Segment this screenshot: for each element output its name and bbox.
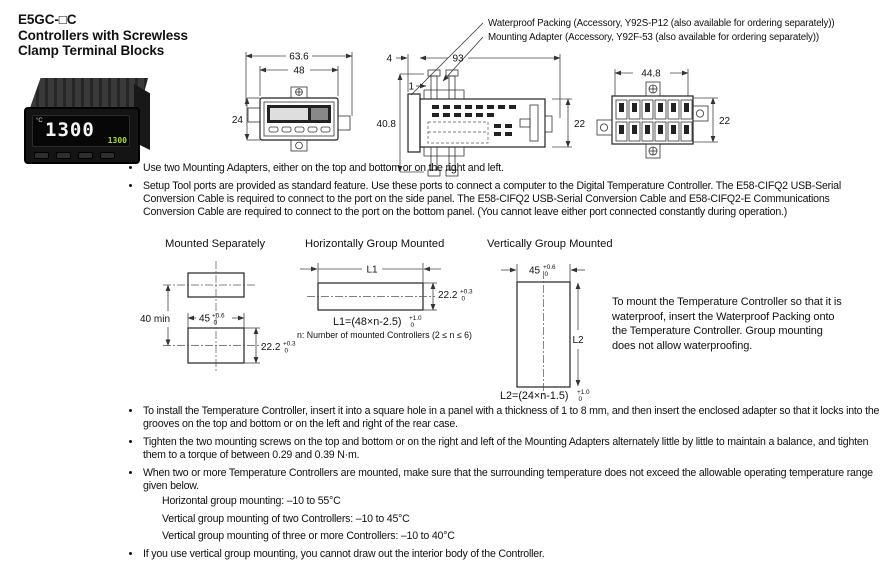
display-main-value: 1300 (45, 119, 95, 141)
waterproof-mounting-note: To mount the Temperature Controller so that it is waterproof, insert the Waterproof Packing onto the Temperature Controller. Group mounting does not allow waterproofing. (612, 296, 842, 352)
dim-separate-height-tol-lower: 0 (284, 347, 289, 355)
dim-front-height: 24 (231, 115, 243, 126)
dim-side-body-height: 22 (574, 119, 586, 130)
display-unit-label: °C (36, 118, 43, 124)
temp-limit-vertical-three: Vertical group mounting of three or more Controllers: –10 to 40°C (162, 530, 455, 542)
rear-view-drawing (597, 69, 731, 159)
vertical-group-diagram (487, 238, 613, 403)
dim-rear-height: 22 (719, 116, 731, 127)
mounting-notes-top (133, 162, 881, 224)
callout-mounting-adapter: Mounting Adapter (Accessory, Y92F-53 (also available for ordering separately)) (488, 32, 819, 43)
dim-separate-width-tol-lower: 0 (213, 319, 218, 327)
note-vertical-interior-body: • If you use vertical group mounting, you cannot draw out the interior body of the Controller. (142, 548, 883, 561)
horizontal-formula-tol-lower: 0 (410, 322, 415, 329)
dim-side-height: 40.8 (376, 119, 396, 130)
note-setup-tool-ports: • Setup Tool ports are provided as standard feature. Use these ports to connect a computer to the Digital Temperature Controller. The E58-CIFQ2 USB-Serial Conversion Cable is required to connect to the port on the side panel. The E58-CIFQ2 USB-Serial Conversion Cable and E58-CIFQ2-E Communications Conversion Cable are required to connect to the port on the bottom panel. (You cannot leave either port connected constantly during operation.) (142, 180, 881, 219)
dim-vertical-length: L2 (572, 335, 584, 346)
controller-display (32, 115, 130, 147)
controller-buttons (34, 152, 115, 159)
notes-bottom-list (133, 405, 883, 493)
dim-side-gap: 1 (408, 81, 414, 93)
note-surrounding-temperature: • When two or more Temperature Controllers are mounted, make sure that the surrounding temperature does not exceed the allowable operating temperature range given below. (142, 467, 883, 493)
diagram-title-vertical: Vertically Group Mounted (487, 238, 613, 250)
dim-separate-width-tol-upper: +0.6 (212, 312, 225, 320)
dim-separate-height: 22.2 (261, 342, 281, 353)
dim-front-outer-width: 63.6 (289, 51, 309, 63)
title-line-1: Controllers with Screwless (18, 27, 188, 43)
dim-horizontal-height: 22.2 (438, 290, 458, 301)
side-view-drawing (377, 23, 586, 176)
display-sub-value: 1300 (107, 136, 127, 145)
dim-separate-width: 45 (199, 313, 211, 325)
callout-waterproof-packing: Waterproof Packing (Accessory, Y92S-P12 (also available for ordering separately)) (488, 18, 835, 29)
dim-horizontal-length: L1 (366, 264, 378, 276)
horizontal-formula: L1=(48×n-2.5) (333, 316, 402, 328)
final-note-list (133, 548, 883, 561)
vertical-formula-tol-lower: 0 (578, 396, 583, 403)
diagram-title-separate: Mounted Separately (165, 238, 266, 250)
title-line-2: Clamp Terminal Blocks (18, 43, 165, 58)
notes-top-list (133, 162, 881, 219)
temperature-limit-list (162, 495, 883, 543)
model-number: E5GC-□C (18, 12, 77, 27)
temp-limit-vertical-two: Vertical group mounting of two Controllers: –10 to 45°C (162, 512, 410, 525)
dim-front-inner-width: 48 (293, 65, 305, 77)
horizontal-n-note: n: Number of mounted Controllers (2 ≤ n ≤ 6) (297, 330, 472, 340)
controller-front-panel (24, 107, 140, 164)
dim-side-depth: 93 (452, 53, 464, 65)
page-title (18, 12, 188, 59)
dim-side-bezel-depth: 4 (386, 53, 392, 65)
temp-limit-horizontal: Horizontal group mounting: –10 to 55°C (162, 495, 341, 507)
vertical-formula-tol-upper: +1.0 (577, 389, 590, 396)
vertical-formula: L2=(24×n-1.5) (500, 390, 569, 402)
note-install: • To install the Temperature Controller, insert it into a square hole in a panel with a thickness of 1 to 8 mm, and then insert the enclosed adapter so that it locks into the grooves on the top and bottom or on the left and right of the rear case. (142, 405, 883, 431)
dim-horizontal-height-tol-lower: 0 (461, 295, 466, 303)
product-photo (24, 76, 152, 162)
note-use-adapters: • Use two Mounting Adapters, either on the top and bottom or on the right and left. (142, 162, 881, 175)
diagram-title-horizontal: Horizontally Group Mounted (305, 238, 445, 250)
dim-vertical-width: 45 (529, 265, 541, 277)
dim-separate-height-tol-upper: +0.3 (283, 340, 296, 348)
front-view-drawing (232, 52, 352, 152)
installation-notes (133, 405, 883, 566)
note-tighten-screws: • Tighten the two mounting screws on the top and bottom or on the right and left of the Mounting Adapters alternately little by little to maintain a balance, and tighten them to a torque of between 0.29 and 0.39 N·m. (142, 436, 883, 462)
dim-rear-width: 44.8 (641, 68, 661, 80)
dim-vertical-width-tol-lower: 0 (544, 271, 549, 278)
dim-vertical-width-tol-upper: +0.6 (543, 264, 556, 271)
controller-top-face (30, 78, 148, 108)
dimension-drawings (220, 10, 887, 165)
dim-separate-gap: 40 min (139, 314, 171, 325)
mounted-separately-diagram (140, 238, 296, 371)
horizontal-group-diagram (297, 238, 473, 340)
horizontal-formula-tol-upper: +1.0 (409, 315, 422, 322)
panel-cutout-diagrams (135, 233, 635, 413)
dim-horizontal-height-tol-upper: +0.3 (460, 288, 473, 296)
